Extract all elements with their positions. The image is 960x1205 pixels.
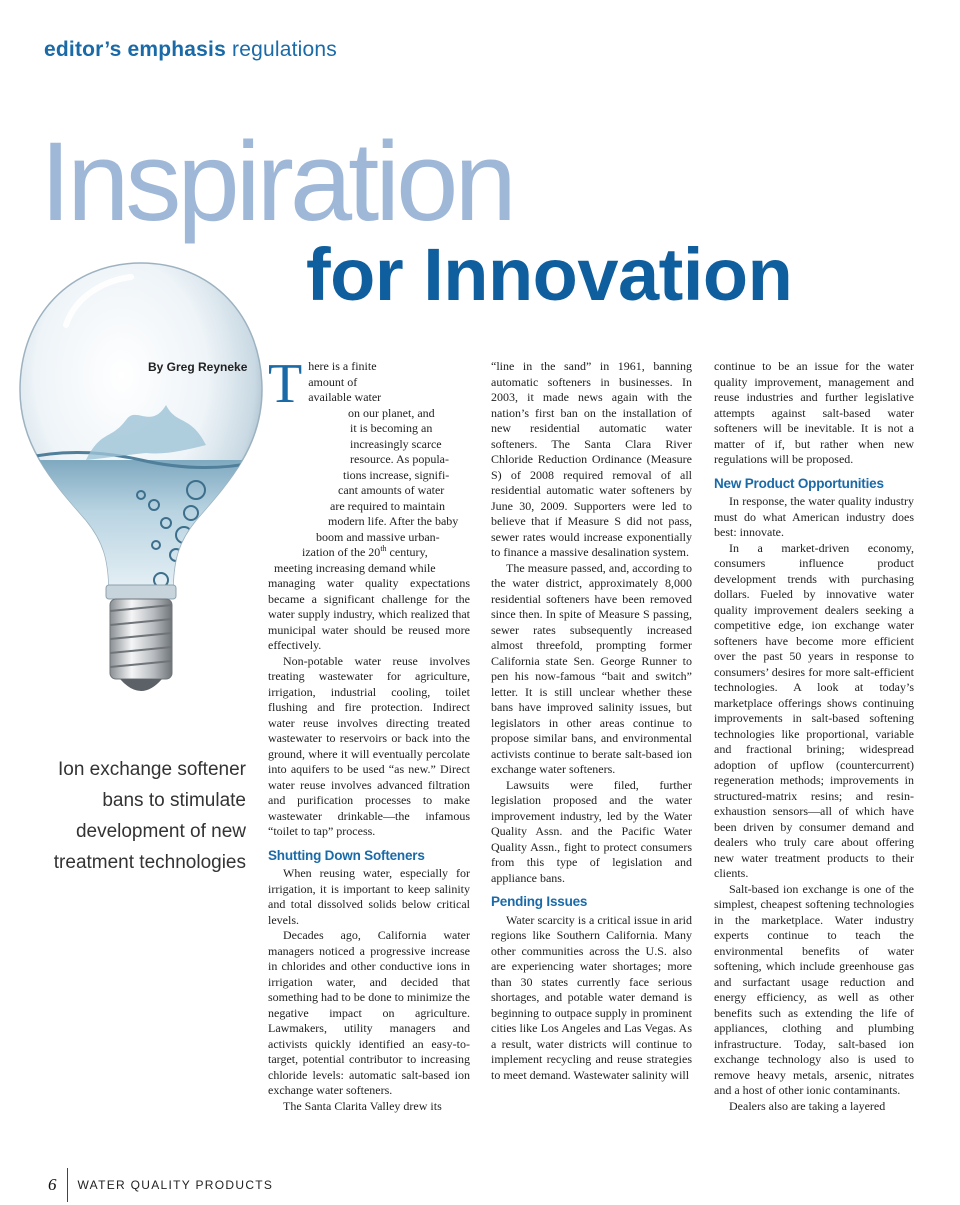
intro-line: tions increase, signifi- [343, 467, 450, 482]
paragraph: “line in the sand” in 1961, banning automatic softeners in businesses. In 2003, it made news again with the nation’s first ban on the installation of new residential automatic water softeners. The Santa Clara River Chloride Reduction Ordinance (Measure S) of 2008 required removal of all residential automatic water softeners by June 30, 2009. Supporters were led to believe that if Measure S did not pass, sewer rates would increase exponentially to finance a massive desalination system. [491, 359, 692, 559]
paragraph: Decades ago, California water managers noticed a progressive increase in chlorides and other conductive ions in irrigation water, and decided that something had to be done to minimize the negative impact on agriculture. Lawmakers, utility managers and activists quickly identified an easy-to-target, potential contributor to increasing chloride levels: automatic salt-based ion exchange water softeners. [268, 928, 470, 1097]
deck-line: development of new [75, 821, 246, 842]
headline-line1: Inspiration [40, 119, 513, 244]
paragraph: Salt-based ion exchange is one of the simplest, cheapest softening technologies in the marketplace. Water industry experts continue to teach the environmental benefits of water softening, which include greenhouse gas and surfactant usage reduction and energy efficiency, as well as other benefits such as extending the life of appliances, clothing and plumbing infrastructure. Today, salt-based ion exchange technology also is used to remove heavy metals, arsenic, nitrates and a host of other ionic contaminants. [714, 881, 914, 1097]
intro-line: available water [308, 390, 382, 404]
paragraph: Lawsuits were filed, further legislation proposed and the water improvement industry, led by the Water Quality Assn. and the Pacific Water Quality Assn., fight to protect consumers from this type of legislation and appliance bans. [491, 777, 692, 885]
intro-line: increasingly scarce [350, 436, 442, 451]
intro-line: ization of the 20th century, [302, 544, 428, 559]
intro-line: are required to maintain [330, 498, 445, 513]
deck-line: bans to stimulate [102, 790, 246, 811]
kicker-light: regulations [232, 38, 337, 61]
headline-line2: for Innovation [306, 233, 793, 316]
paragraph: When reusing water, especially for irrigation, it is important to keep salinity and total dissolved solids below critical levels. [268, 866, 470, 927]
byline: By Greg Reyneke [148, 360, 248, 374]
intro-line: amount of [308, 374, 358, 389]
article-column-2 [491, 359, 692, 1083]
paragraph: Water scarcity is a critical issue in arid regions like Southern California. Many other communities across the U.S. also are experiencing water shortages; more than 30 states currently face serious shortages, and potable water demand is beginning to outpace supply in prominent cities like Los Angeles and Las Vegas. As a result, water districts will continue to implement recycling and reuse strategies to meet demand. Wastewater salinity will [491, 912, 692, 1082]
lightbulb-illustration [16, 255, 266, 725]
article-column-1 [268, 353, 470, 1114]
page-number: 6 [48, 1175, 57, 1194]
drop-cap: T [268, 353, 303, 415]
section-kicker [44, 38, 337, 62]
deck-line: treatment technologies [53, 852, 246, 873]
subhead: New Product Opportunities [714, 475, 884, 491]
paragraph: Non-potable water reuse involves treating wastewater for agriculture, irrigation, industrial cooling, toilet flushing and fire protection. Indirect water reuse involves directing treated wastewater to reservoirs or back into the ground, where it will eventually percolate into aquifers to be used “as new.” Direct water reuse involves advanced filtration and purification processes to make wastewater drinkable—the infamous “toilet to tap” process. [268, 653, 470, 838]
kicker-bold: editor’s emphasis [44, 38, 226, 61]
magazine-name: WATER QUALITY PRODUCTS [77, 1178, 274, 1192]
paragraph: In response, the water quality industry must do what American industry does best: innovate. [714, 494, 914, 539]
intro-line: boom and massive urban- [316, 529, 440, 544]
intro-line: here is a finite [308, 359, 377, 373]
paragraph: In a market-driven economy, consumers influence product development trends with purchasing dollars. Fueled by innovative water quality improvement dealers seeking a competitive edge, ion exchange water softeners have become more efficient over the past 50 years in response to consumers’ desires for more salt-efficient technologies. A look at today’s marketplace offerings shows continuing improvements in salt-based softening technologies like proportional, variable and fractional brining; widespread adoption of upflow (countercurrent) regeneration methods; improvements in structured-matrix resins; and resin-exhaustion sensors—all of which have been driven by consumer demand and dealers who truly care about offering new water treatment products to their clients. [714, 540, 914, 880]
footer-divider [67, 1168, 68, 1202]
paragraph: managing water quality expectations became a significant challenge for the water supply industry, which realized that municipal water should be reused more effectively. [268, 576, 470, 652]
deck-line: Ion exchange softener [57, 759, 246, 780]
intro-line: it is becoming an [350, 421, 433, 435]
subhead: Pending Issues [491, 894, 588, 909]
deck [16, 754, 246, 878]
intro-line: resource. As popula- [350, 452, 449, 466]
article-column-3 [714, 359, 914, 1114]
page-footer [48, 1168, 273, 1202]
subhead: Shutting Down Softeners [268, 847, 425, 863]
paragraph: continue to be an issue for the water quality improvement, management and reuse industries and further legislative attempts against salt-based water softeners will be inevitable. It is not a matter of if, but rather when new regulations will be proposed. [714, 359, 914, 466]
intro-line: meeting increasing demand while [274, 560, 436, 575]
paragraph: The measure passed, and, according to the water district, approximately 8,000 residential softeners have been removed since then. In spite of Measure S passing, sewer rates subsequently increased almost threefold, prompting former California state Sen. George Runner to pen his now-famous “bait and switch” letter. It is still unclear whether these bans have improved salinity issues, but legislators in other areas continue to propose similar bans, and environmental activists continue to berate salt-based ion exchange water softeners. [491, 560, 692, 776]
paragraph: The Santa Clarita Valley drew its [283, 1098, 442, 1113]
paragraph: Dealers also are taking a layered [729, 1098, 886, 1113]
intro-line: modern life. After the baby [328, 514, 459, 528]
intro-line: cant amounts of water [338, 483, 445, 497]
intro-line: on our planet, and [348, 405, 435, 420]
